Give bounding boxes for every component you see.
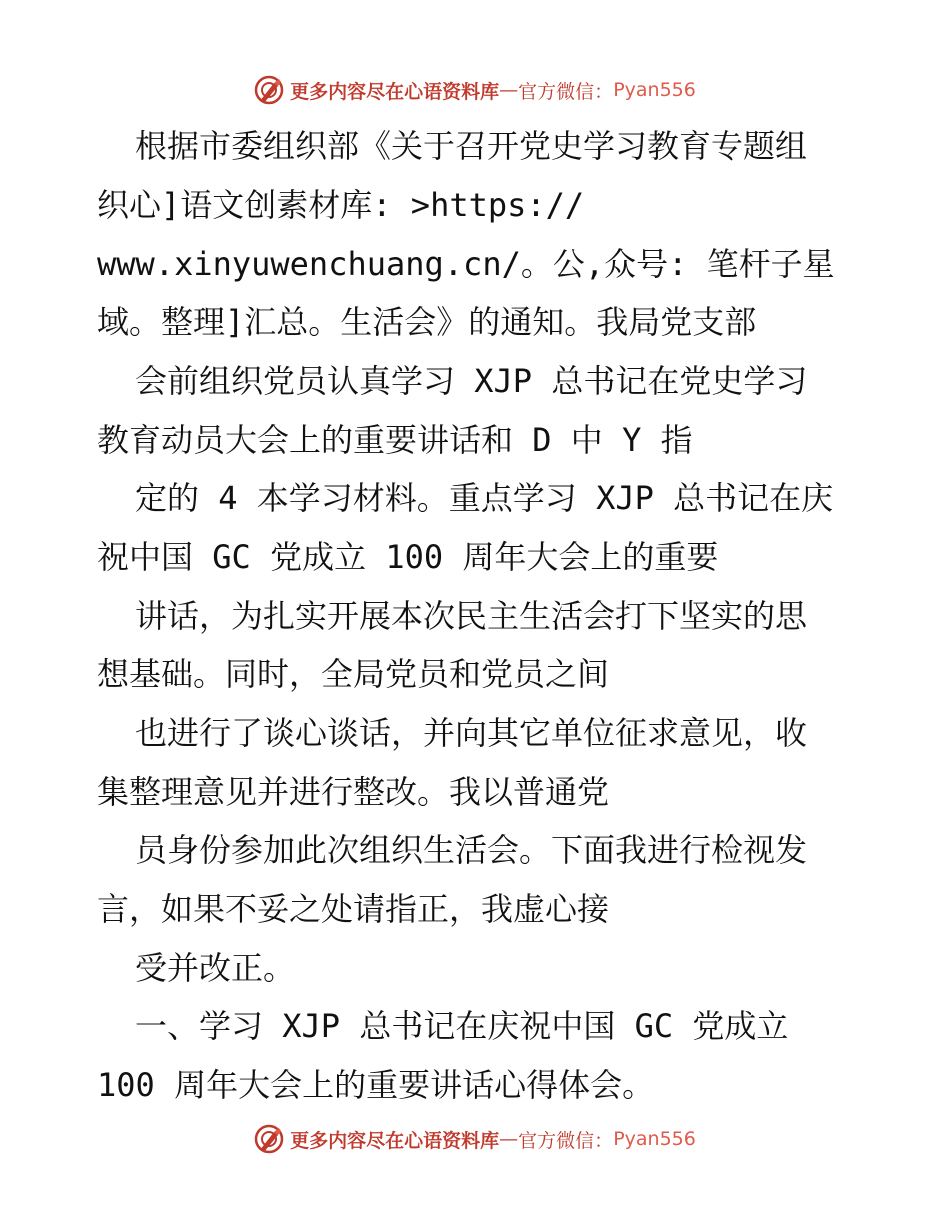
header-wechat-id: Pyan556: [613, 79, 696, 101]
body-line: 想基础。同时，全局党员和党员之间: [97, 655, 610, 693]
body-line: 也进行了谈心谈话，并向其它单位征求意见，收: [135, 714, 808, 752]
body-line: 织心]语文创素材库: >https://: [97, 186, 585, 224]
body-line: 定的 4 本学习材料。重点学习 XJP 总书记在庆: [135, 479, 834, 517]
body-line: 言，如果不妥之处请指正，我虚心接: [97, 890, 610, 928]
header-watermark: [0, 70, 950, 110]
header-dash: —: [499, 79, 519, 101]
footer-wechat-id: Pyan556: [613, 1128, 696, 1150]
body-line: 集整理意见并进行整改。我以普通党: [97, 773, 610, 811]
section-heading: 一、学习 XJP 总书记在庆祝中国 GC 党成立: [135, 1007, 789, 1045]
header-brand-text: 更多内容尽在心语资料库: [290, 80, 500, 103]
pen-logo-icon: [254, 1124, 284, 1154]
section-heading-cont: 100 周年大会上的重要讲话心得体会。: [97, 1066, 655, 1104]
footer-official-label: 官方微信：: [518, 1129, 614, 1152]
body-line: 根据市委组织部《关于召开党史学习教育专题组: [135, 127, 808, 165]
pen-logo-icon: [254, 75, 284, 105]
body-line: 员身份参加此次组织生活会。下面我进行检视发: [135, 831, 808, 869]
body-line: 受并改正。: [135, 949, 296, 987]
body-line: www.xinyuwenchuang.cn/。公,众号: 笔杆子星: [97, 245, 835, 283]
body-line: 域。整理]汇总。生活会》的通知。我局党支部: [97, 303, 757, 341]
footer-dash: —: [499, 1128, 519, 1150]
body-line: 祝中国 GC 党成立 100 周年大会上的重要: [97, 538, 719, 576]
header-official-label: 官方微信：: [518, 80, 614, 103]
footer-brand-text: 更多内容尽在心语资料库: [290, 1129, 500, 1152]
body-line: 教育动员大会上的重要讲话和 D 中 Y 指: [97, 421, 693, 459]
body-line: 讲话，为扎实开展本次民主生活会打下坚实的思: [135, 597, 808, 635]
body-line: 会前组织党员认真学习 XJP 总书记在党史学习: [135, 362, 808, 400]
footer-watermark: [0, 1119, 950, 1159]
